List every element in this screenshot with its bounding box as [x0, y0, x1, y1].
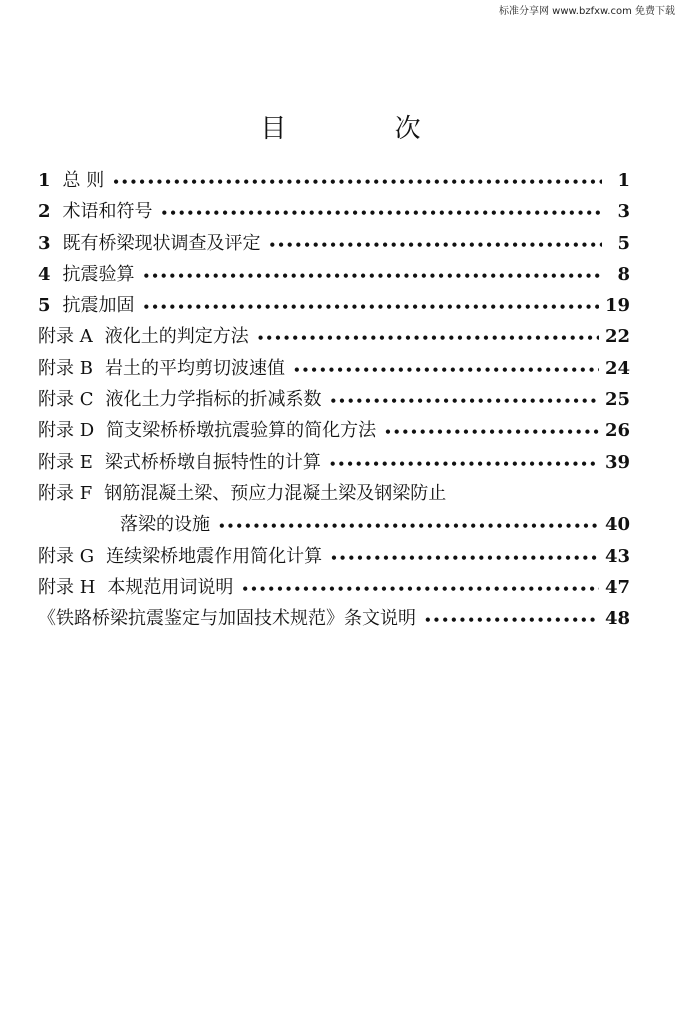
leader-dots [218, 519, 599, 533]
entry-number: 附录 H [38, 576, 96, 598]
toc-entry-appendix-d[interactable] [38, 416, 630, 447]
entry-page: 39 [604, 451, 630, 473]
table-of-contents [38, 166, 630, 635]
entry-number: 5 [38, 295, 51, 317]
entry-title: 总 则 [62, 170, 105, 191]
entry-title: 抗震验算 [62, 263, 135, 285]
toc-entry-2[interactable] [38, 197, 630, 228]
leader-dots [161, 206, 602, 220]
entry-title: 钢筋混凝土梁、预应力混凝土梁及钢梁防止 [104, 482, 447, 504]
toc-entry-appendix-c[interactable] [38, 385, 630, 416]
leader-dots [330, 551, 599, 565]
leader-dots [241, 582, 599, 596]
leader-dots [424, 613, 599, 627]
leader-dots [257, 331, 599, 345]
entry-title: 抗震加固 [62, 295, 135, 317]
leader-dots [143, 269, 602, 283]
entry-title: 既有桥梁现状调查及评定 [62, 232, 261, 254]
toc-entry-3[interactable] [38, 229, 630, 260]
entry-title-continued: 落梁的设施 [120, 514, 210, 536]
leader-dots [329, 457, 599, 471]
entry-number: 附录 A [38, 326, 93, 348]
entry-title: 术语和符号 [62, 201, 153, 223]
toc-entry-appendix-g[interactable] [38, 542, 630, 573]
leader-dots [143, 300, 599, 314]
entry-title: 液化土的判定方法 [104, 326, 249, 348]
entry-number: 附录 E [38, 451, 93, 473]
entry-page: 25 [604, 389, 630, 411]
entry-page: 47 [604, 576, 630, 598]
entry-page: 24 [604, 357, 630, 379]
toc-entry-1[interactable] [38, 166, 630, 197]
entry-page: 19 [604, 295, 630, 317]
entry-page: 48 [604, 608, 630, 630]
entry-title: 简支梁桥桥墩抗震验算的简化方法 [106, 420, 377, 442]
entry-title: 连续梁桥地震作用简化计算 [106, 545, 323, 567]
leader-dots [330, 394, 599, 408]
entry-title: 岩土的平均剪切波速值 [104, 357, 285, 379]
entry-number: 4 [38, 263, 51, 285]
toc-entry-5[interactable] [38, 291, 630, 322]
entry-title: 本规范用词说明 [107, 576, 234, 598]
entry-page: 22 [604, 326, 630, 348]
toc-entry-appendix-h[interactable] [38, 573, 630, 604]
leader-dots [112, 175, 602, 189]
leader-dots [269, 238, 602, 252]
watermark: 标准分享网 www.bzfxw.com 免费下载 [499, 6, 675, 17]
entry-number: 附录 F [38, 482, 93, 504]
entry-page: 5 [617, 232, 630, 254]
toc-entry-appendix-f-continued[interactable] [38, 510, 630, 541]
leader-dots [384, 425, 599, 439]
toc-entry-appendix-f[interactable] [38, 479, 630, 510]
toc-entry-appendix-b[interactable] [38, 354, 630, 385]
entry-number: 附录 B [38, 357, 93, 379]
entry-page: 3 [617, 201, 630, 223]
entry-number: 附录 C [38, 389, 94, 411]
toc-entry-appendix-e[interactable] [38, 448, 630, 479]
entry-title: 液化土力学指标的折减系数 [105, 389, 322, 411]
entry-page: 1 [617, 170, 630, 191]
entry-number: 2 [38, 201, 51, 223]
toc-entry-appendix-a[interactable] [38, 322, 630, 353]
entry-number: 3 [38, 232, 51, 254]
entry-page: 43 [604, 545, 630, 567]
entry-number: 1 [38, 170, 51, 191]
entry-number: 附录 G [38, 545, 95, 567]
page-title: 目 次 [260, 114, 471, 144]
toc-entry-4[interactable] [38, 260, 630, 291]
entry-page: 40 [604, 514, 630, 536]
toc-entry-commentary[interactable] [38, 604, 630, 635]
entry-number: 附录 D [38, 420, 95, 442]
entry-title: 梁式桥桥墩自振特性的计算 [104, 451, 321, 473]
entry-page: 8 [617, 263, 630, 285]
entry-title: 《铁路桥梁抗震鉴定与加固技术规范》条文说明 [38, 608, 416, 630]
entry-page: 26 [604, 420, 630, 442]
leader-dots [293, 363, 599, 377]
